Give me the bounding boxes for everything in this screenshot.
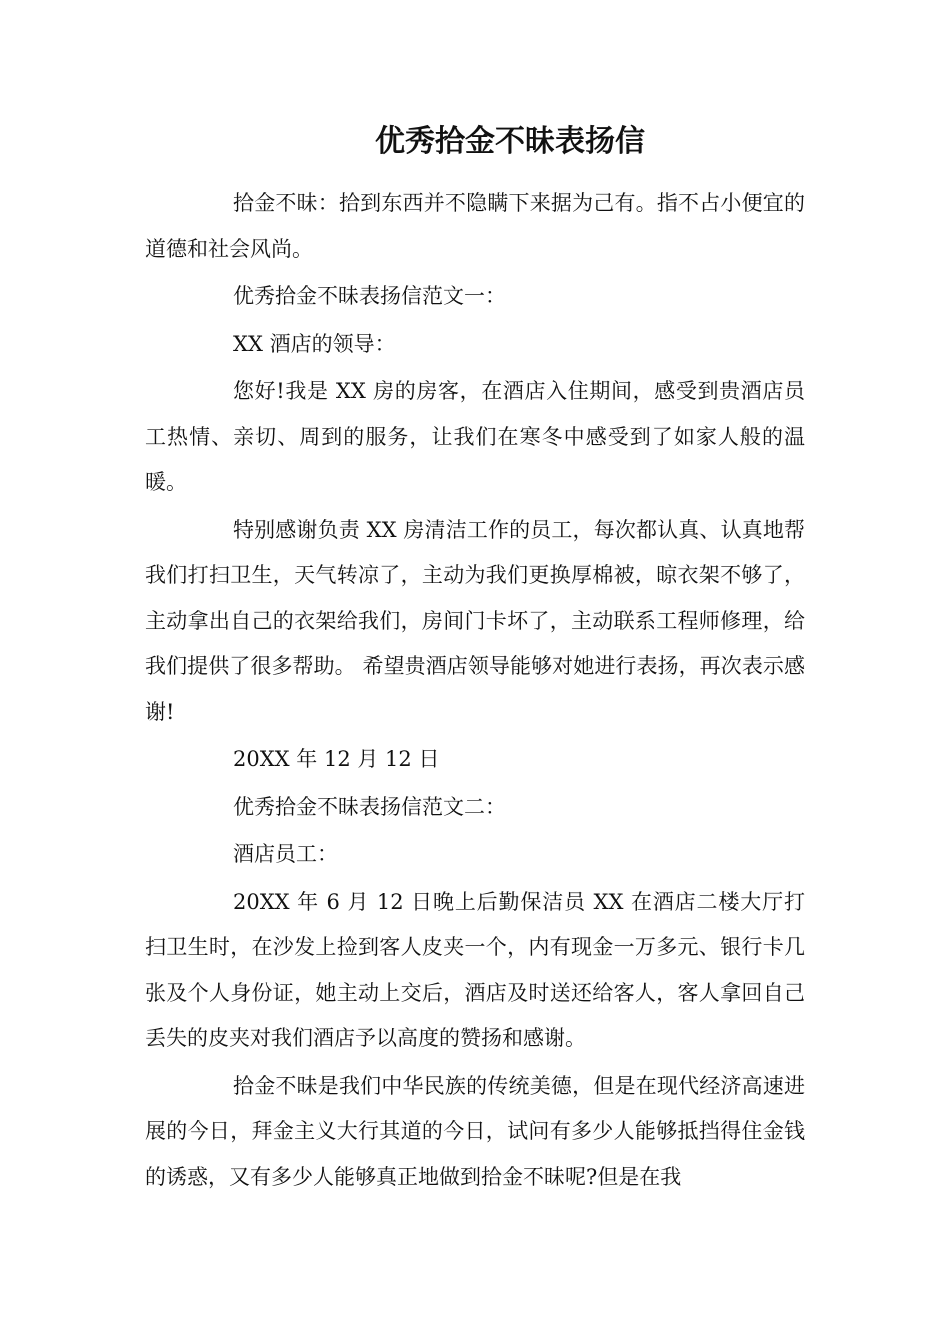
paragraph-greeting: 您好!我是 XX 房的房客，在酒店入住期间，感受到贵酒店员工热情、亲切、周到的服务，让我们在寒冬中感受到了如家人般的温暖。 xyxy=(145,379,805,494)
document-title: 优秀拾金不昧表扬信 xyxy=(375,124,645,159)
paragraph-definition: 拾金不昧：拾到东西并不隐瞒下来据为己有。指不占小便宜的道德和社会风尚。 xyxy=(145,191,805,261)
paragraph-salutation-one: XX 酒店的领导： xyxy=(233,331,396,356)
paragraph-sample-two-heading: 优秀拾金不昧表扬信范文二： xyxy=(233,794,506,819)
paragraph-thanks: 特别感谢负责 XX 房清洁工作的员工，每次都认真、认真地帮我们打扫卫生，天气转凉了，主动为我们更换厚棉被，晾衣架不够了，主动拿出自己的衣架给我们，房间门卡坏了，主动联系工程师修理，给我们提供了很多帮助。 希望贵酒店领导能够对她进行表扬，再次表示感谢! xyxy=(145,517,805,724)
paragraph-virtue: 拾金不昧是我们中华民族的传统美德，但是在现代经济高速进展的今日，拜金主义大行其道的今日，试问有多少人能够抵挡得住金钱的诱惑，又有多少人能够真正地做到拾金不昧呢?但是在我 xyxy=(145,1073,805,1189)
document-body xyxy=(145,181,805,1202)
paragraph-incident: 20XX 年 6 月 12 日晚上后勤保洁员 XX 在酒店二楼大厅打扫卫生时，在沙发上捡到客人皮夹一个，内有现金一万多元、银行卡几张及个人身份证，她主动上交后，酒店及时送还给客人，客人拿回自己丢失的皮夹对我们酒店予以高度的赞扬和感谢。 xyxy=(145,889,805,1050)
paragraph-sample-one-heading: 优秀拾金不昧表扬信范文一： xyxy=(233,284,506,308)
paragraph-date: 20XX 年 12 月 12 日 xyxy=(233,747,440,771)
paragraph-salutation-two: 酒店员工： xyxy=(233,842,338,866)
